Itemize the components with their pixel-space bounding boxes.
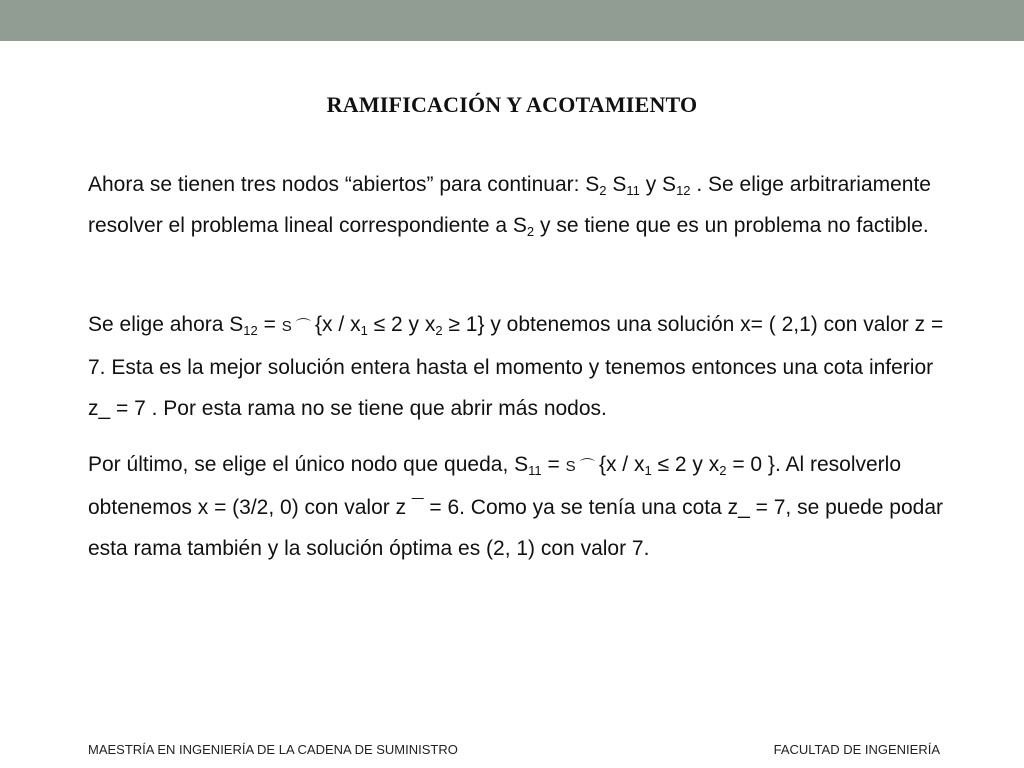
footer-faculty: FACULTAD DE INGENIERÍA [773, 742, 940, 757]
p3-text-2: = [541, 453, 566, 476]
paragraph-1 [88, 164, 948, 246]
p1-sub-1: 2 [599, 183, 607, 198]
top-banner [0, 0, 1024, 41]
p2-text-4: ≤ 2 y x [367, 313, 436, 336]
p1-text-1: Ahora se tienen tres nodos “abiertos” para continuar: S [88, 173, 600, 196]
p3-text-5: = 0 }. Al resolverlo obtenemos x = (3/2, 0) con valor z ¯ = 6. Como ya se tenía una cota z_ = 7, se puede podar esta rama también y la solución óptima es (2, 1) con valor 7. [88, 453, 944, 560]
p1-sub-2: 11 [626, 183, 640, 198]
p2-sub-1: 12 [243, 323, 258, 338]
p3-intersection-symbol: ⌒ [575, 458, 599, 475]
p1-sub-4: 2 [526, 224, 535, 239]
p3-sub-2: 1 [644, 463, 652, 478]
footer-program: MAESTRÍA EN INGENIERÍA DE LA CADENA DE SUMINISTRO [88, 742, 458, 757]
paragraph-3 [88, 444, 948, 569]
paragraph-2 [88, 304, 948, 429]
p1-text-5: y se tiene que es un problema no factible. [534, 214, 929, 237]
p1-text-2: S [606, 173, 627, 196]
p2-sub-2: 1 [360, 323, 368, 338]
p1-text-4: . Se elige arbitrariamente resolver el problema lineal correspondiente a S [88, 173, 931, 237]
p3-set-symbol: S [565, 458, 576, 475]
p3-text-3: {x / x [598, 453, 645, 476]
p1-sub-3: 12 [676, 183, 691, 198]
p2-text-1: Se elige ahora S [88, 313, 244, 336]
slide-title: RAMIFICACIÓN Y ACOTAMIENTO [326, 92, 698, 117]
p2-set-symbol: S [281, 318, 292, 335]
p2-text-3: {x / x [315, 313, 361, 336]
p2-sub-3: 2 [435, 323, 443, 338]
p3-text-1: Por último, se elige el único nodo que queda, S [88, 453, 529, 476]
p2-intersection-symbol: ⌒ [291, 318, 316, 335]
p3-text-4: ≤ 2 y x [651, 453, 720, 476]
p3-sub-3: 2 [719, 463, 727, 478]
p2-text-5: ≥ 1} y obtenemos una solución x= ( 2,1) con valor z = 7. Esta es la mejor solución entera hasta el momento y tenemos entonces una cota inferior z_ = 7 . Por esta rama no se tiene que abrir más nodos. [88, 313, 944, 420]
p3-sub-1: 11 [528, 463, 542, 478]
p1-text-3: y S [639, 173, 677, 196]
p2-text-2: = [257, 313, 282, 336]
